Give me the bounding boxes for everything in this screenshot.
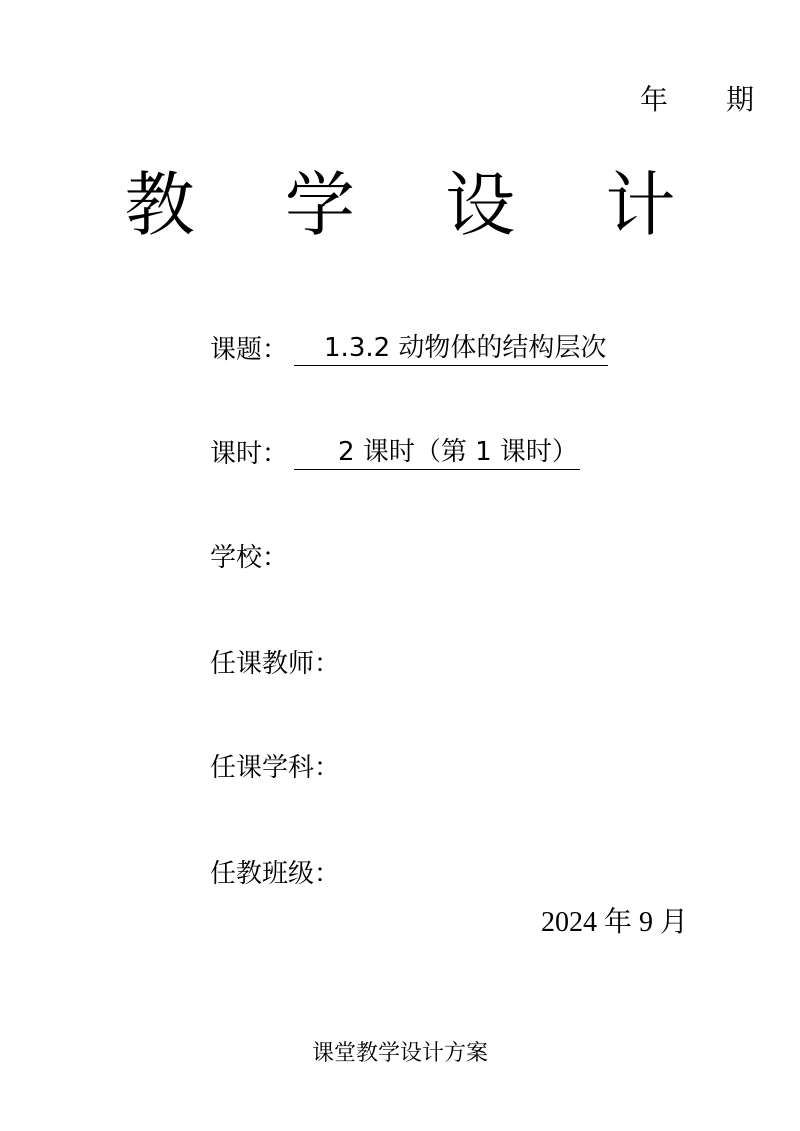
title-char-3: 设 [445,164,516,246]
hours-value: 2 课时（第 1 课时） [294,435,580,470]
school-label: 学校： [210,543,289,573]
subject-label: 任课学科： [210,753,341,783]
teacher-field [210,640,340,680]
term-label: 期 [725,83,754,116]
title-char-4: 计 [605,164,676,246]
topic-value: 1.3.2 动物体的结构层次 [294,331,608,366]
topic-label: 课题： [210,335,289,365]
year-label: 年 [639,83,668,116]
class-field [210,850,340,890]
school-field [210,534,288,574]
footer-text: 课堂教学设计方案 [311,1041,488,1066]
subject-field [210,744,340,784]
document-date: 2024 年 9 月 [540,907,688,938]
hours-label: 课时： [210,439,289,469]
hours-field [210,430,580,470]
teacher-label: 任课教师： [210,649,341,679]
page-title [0,164,800,246]
title-char-2: 学 [284,164,355,246]
topic-field [210,326,608,366]
year-term-header [640,78,754,118]
title-char-1: 教 [124,164,195,246]
class-label: 任教班级： [210,859,341,889]
